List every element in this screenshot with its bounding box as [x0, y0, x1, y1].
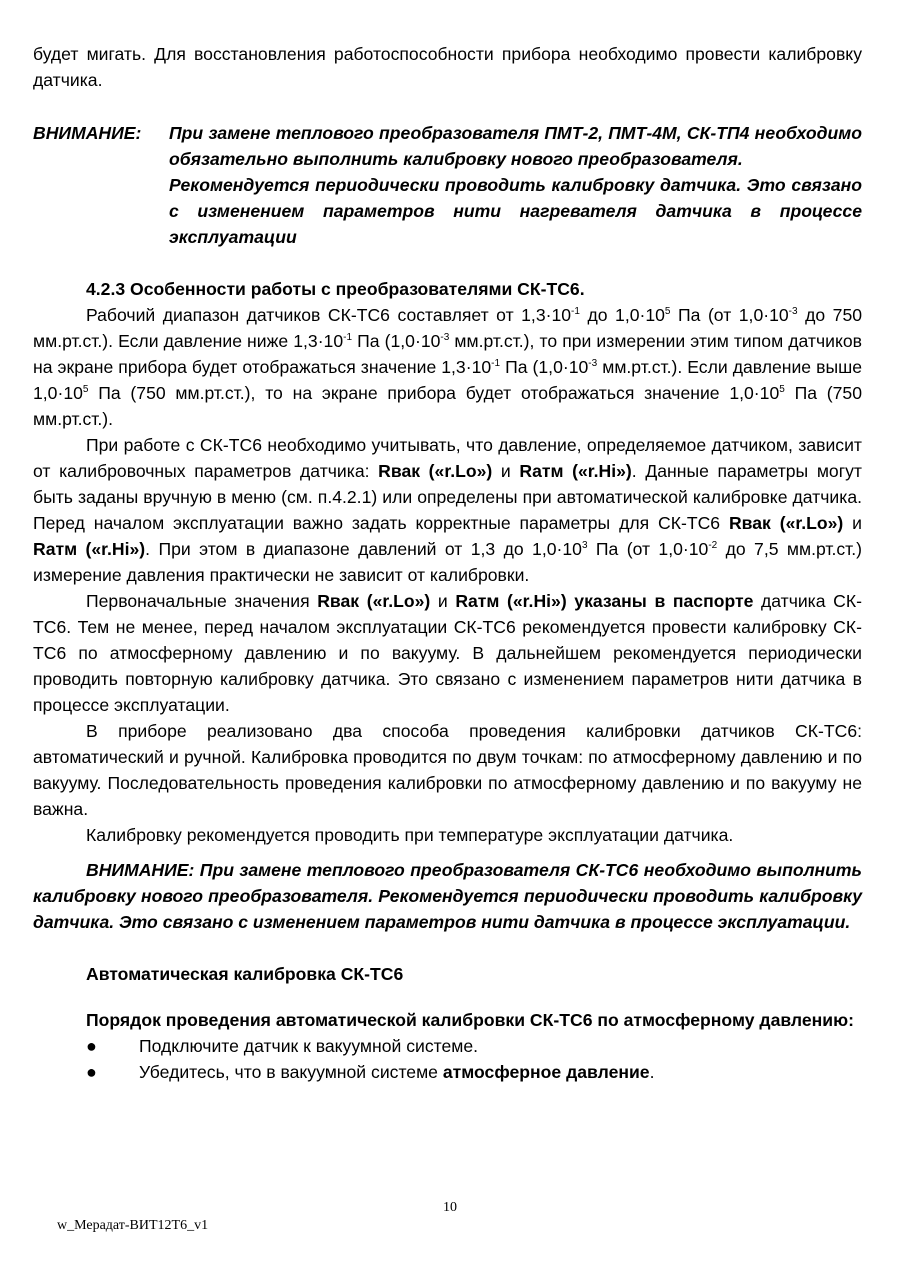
subheading-auto-calibration: Автоматическая калибровка СК-ТС6 — [86, 964, 404, 984]
warning-line-1: При замене теплового преобразователя ПМТ-2, ПМТ-4М, СК-ТП4 необходимо обязательно выполнить калибровку нового преобразователя. — [169, 123, 862, 169]
paragraph-calibration-params: При работе с СК-ТС6 необходимо учитывать, что давление, определяемое датчиком, зависит от калибровочных параметров датчика: Rвак («r.Lo») и Rатм («r.Hi»). Данные параметры могут быть заданы вручную в меню (см. п.4.2.1) или определены при автоматической калибровке датчика. Перед началом эксплуатации важно задать корректные параметры для СК-ТС6 Rвак («r.Lo») и Rатм («r.Hi»). При этом в диапазоне давлений от 1,3 до $1,0\cdot 10^3$ Па (от $1,0\cdot 10^{-2}$ до 7,5 мм.рт.ст.) измерение давления практически не зависит от калибровки. — [33, 435, 863, 585]
bullet-icon: ● — [86, 1036, 97, 1056]
page-number: 10 — [443, 1200, 457, 1215]
paragraph-methods: В приборе реализовано два способа проведения калибровки датчиков СК-ТС6: автоматический и ручной. Калибровка проводится по двум точкам: по атмосферному давлению и по вакууму. Последовательность проведения калибровки по атмосферному давлению и по вакууму не важна. — [33, 721, 862, 819]
paragraph-initial-values: Первоначальные значения Rвак («r.Lo») и Rатм («r.Hi») указаны в паспорте датчика СК-ТС6. Тем не менее, перед началом эксплуатации СК-ТС6 рекомендуется провести калибровку СК-ТС6 по атмосферному давлению и по вакууму. В дальнейшем рекомендуется периодически проводить повторную калибровку датчика. Это связано с изменением параметров нити датчика в процессе эксплуатации. — [33, 591, 862, 715]
warning-block-2: ВНИМАНИЕ: При замене теплового преобразователя СК-ТС6 необходимо выполнить калибровку нового преобразователя. Рекомендуется периодически проводить калибровку датчика. Это связано с изменением параметров нити датчика в процессе эксплуатации. — [33, 860, 862, 932]
document-page — [33, 41, 862, 1085]
subheading-procedure: Порядок проведения автоматической калибровки СК-ТС6 по атмосферному давлению: — [86, 1010, 854, 1030]
warning-text — [169, 120, 862, 250]
intro-paragraph: будет мигать. Для восстановления работоспособности прибора необходимо провести калибровку датчика. — [33, 44, 862, 90]
procedure-list — [33, 1033, 862, 1085]
warning-block-1 — [33, 120, 862, 250]
bullet-icon: ● — [86, 1062, 97, 1082]
list-item: ● Подключите датчик к вакуумной системе. — [33, 1033, 862, 1059]
warning-line-2: Рекомендуется периодически проводить калибровку датчика. Это связано с изменением параметров нити нагревателя датчика в процессе эксплуатации — [169, 175, 862, 247]
paragraph-range: Рабочий диапазон датчиков СК-ТС6 составляет от $1,3\cdot 10^{-1}$ до $1,0\cdot 10^5$ Па (от $1,0\cdot 10^{-3}$ до 750 мм.рт.ст.). Если давление ниже $1,3\cdot 10^{-1}$ Па ($1,0\cdot 10^{-3}$ мм.рт.ст.), то при измерении этим типом датчиков на экране прибора будет отображаться значение $1,3\cdot 10^{-1}$ Па ($1,0\cdot 10^{-3}$ мм.рт.ст.). Если давление выше $1,0\cdot 10^5$ Па (750 мм.рт.ст.), то на экране прибора будет отображаться значение $1,0\cdot 10^5$ Па (750 мм.рт.ст.). — [33, 305, 863, 429]
paragraph-temperature: Калибровку рекомендуется проводить при температуре эксплуатации датчика. — [86, 825, 734, 845]
list-item: ● Убедитесь, что в вакуумной системе атмосферное давление. — [33, 1059, 862, 1085]
footer-filename: w_Мерадат-ВИТ12Т6_v1 — [57, 1218, 209, 1233]
section-heading: 4.2.3 Особенности работы с преобразователями СК-ТС6. — [86, 279, 585, 299]
warning-label: ВНИМАНИЕ: — [33, 123, 142, 143]
